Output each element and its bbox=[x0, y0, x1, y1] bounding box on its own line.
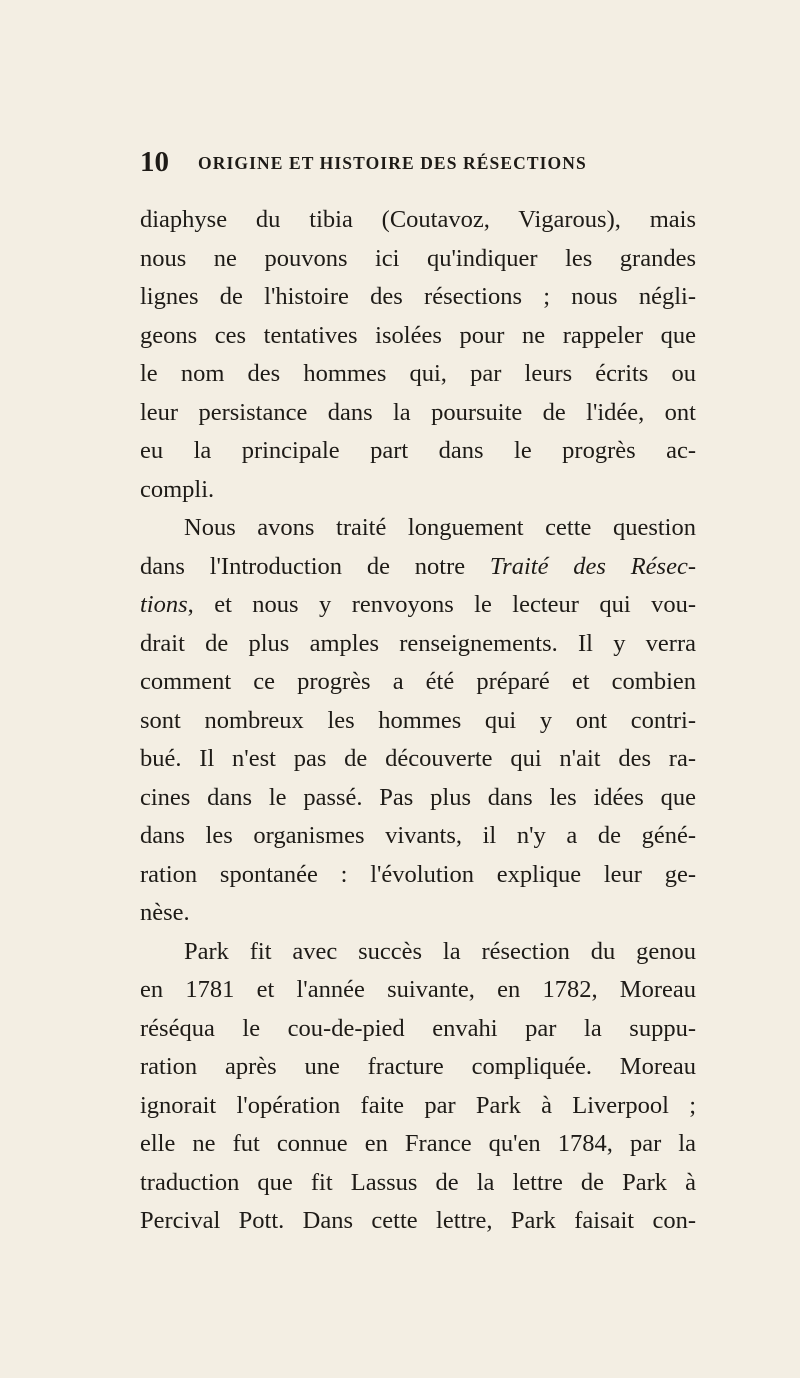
text-segment: , et nous y renvoyons le lecteur qui vou- bbox=[187, 591, 696, 618]
text-line: le nom des hommes qui, par leurs écrits ou bbox=[140, 360, 696, 387]
text-line: geons ces tentatives isolées pour ne rappeler que bbox=[140, 321, 696, 349]
text-line: Nous avons traité longuement cette question bbox=[184, 514, 696, 541]
text-line: ration spontanée : l'évolution explique leur ge- bbox=[140, 860, 696, 888]
running-title: ORIGINE ET HISTOIRE DES RÉSECTIONS bbox=[198, 153, 587, 173]
text-line: sont nombreux les hommes qui y ont contri- bbox=[140, 706, 696, 734]
book-title-italic: Traité des Résec- bbox=[489, 552, 696, 580]
text-line: réséqua le cou-de-pied envahi par la suppu- bbox=[140, 1014, 696, 1042]
text-line: Percival Pott. Dans cette lettre, Park faisait con- bbox=[140, 1207, 696, 1234]
text-line: lignes de l'histoire des résections ; nous négli- bbox=[140, 283, 696, 310]
body-text bbox=[140, 201, 696, 1241]
text-line: en 1781 et l'année suivante, en 1782, Moreau bbox=[140, 976, 696, 1003]
text-line: ration après une fracture compliquée. Moreau bbox=[140, 1053, 696, 1080]
text-line: cines dans le passé. Pas plus dans les idées que bbox=[140, 783, 696, 811]
text-line: bué. Il n'est pas de découverte qui n'ait des ra- bbox=[140, 745, 696, 772]
text-line bbox=[140, 548, 696, 587]
paragraph-3 bbox=[140, 933, 696, 1241]
text-line: compli. bbox=[140, 475, 215, 503]
paragraph-2 bbox=[140, 509, 696, 933]
text-line: eu la principale part dans le progrès ac- bbox=[140, 437, 696, 464]
text-segment: dans l'Introduction de notre bbox=[140, 552, 466, 580]
text-line: traduction que fit Lassus de la lettre de Park à bbox=[140, 1168, 696, 1196]
text-line: leur persistance dans la poursuite de l'idée, ont bbox=[140, 398, 696, 426]
text-line: Park fit avec succès la résection du genou bbox=[184, 937, 696, 965]
text-line: nèse. bbox=[140, 899, 190, 926]
book-title-italic: tions bbox=[140, 591, 188, 618]
text-line: diaphyse du tibia (Coutavoz, Vigarous), mais bbox=[140, 206, 696, 233]
text-line: dans les organismes vivants, il n'y a de géné- bbox=[140, 822, 696, 849]
paragraph-1 bbox=[140, 201, 696, 509]
text-line: elle ne fut connue en France qu'en 1784, par la bbox=[140, 1130, 696, 1157]
text-line: nous ne pouvons ici qu'indiquer les grandes bbox=[140, 244, 696, 272]
text-line: ignorait l'opération faite par Park à Liverpool ; bbox=[140, 1091, 696, 1119]
text-line: drait de plus amples renseignements. Il y verra bbox=[140, 629, 696, 657]
text-line: comment ce progrès a été préparé et combien bbox=[140, 668, 696, 695]
page-number: 10 bbox=[140, 146, 169, 178]
text-line bbox=[140, 586, 696, 625]
running-header bbox=[140, 144, 700, 180]
